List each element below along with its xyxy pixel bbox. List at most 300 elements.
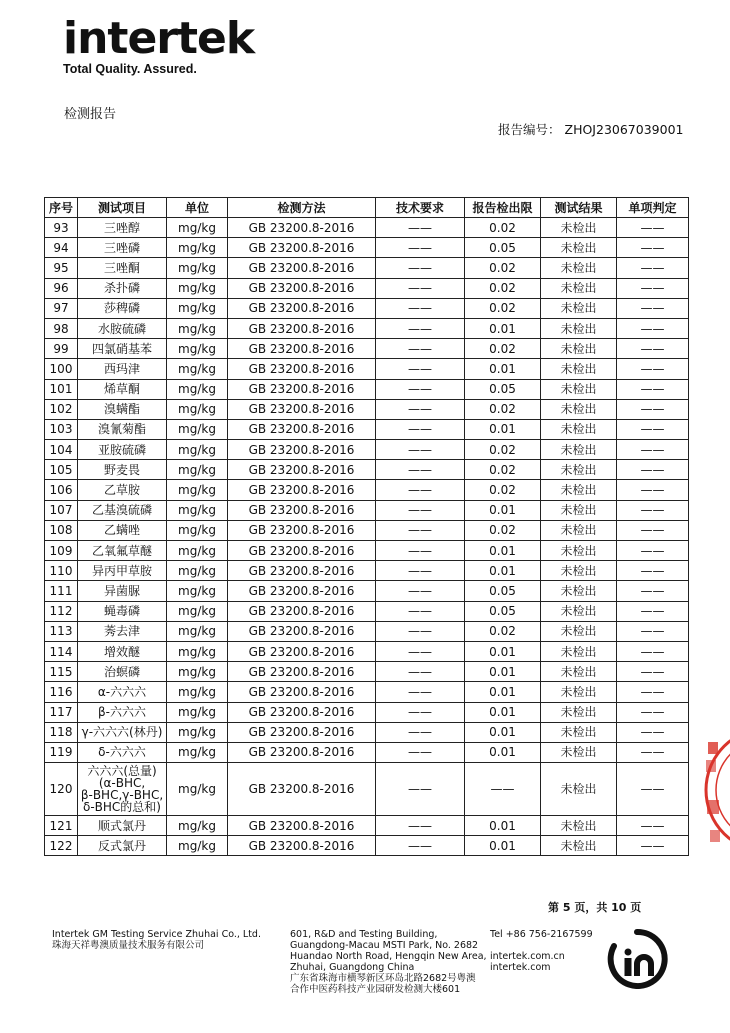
requirement: —— [376, 561, 465, 581]
row-number: 97 [45, 298, 78, 318]
detection-limit: 0.01 [465, 419, 541, 439]
table-row [45, 258, 689, 278]
requirement: —— [376, 238, 465, 258]
test-item: α-六六六 [78, 682, 167, 702]
test-method: GB 23200.8-2016 [228, 682, 376, 702]
judgement: —— [617, 541, 689, 561]
test-result: 未检出 [541, 836, 617, 856]
unit: mg/kg [167, 722, 228, 742]
col-header: 检测方法 [228, 198, 376, 218]
table-row [45, 218, 689, 238]
row-number: 122 [45, 836, 78, 856]
unit: mg/kg [167, 440, 228, 460]
unit: mg/kg [167, 541, 228, 561]
detection-limit: 0.02 [465, 218, 541, 238]
test-result: 未检出 [541, 339, 617, 359]
requirement: —— [376, 601, 465, 621]
detection-limit: 0.05 [465, 581, 541, 601]
requirement: —— [376, 258, 465, 278]
table-row [45, 500, 689, 520]
detection-limit: 0.01 [465, 722, 541, 742]
test-item: 三唑酮 [78, 258, 167, 278]
judgement: —— [617, 460, 689, 480]
test-result: 未检出 [541, 581, 617, 601]
unit: mg/kg [167, 339, 228, 359]
test-item: 治螟磷 [78, 662, 167, 682]
table-row [45, 561, 689, 581]
table-row [45, 520, 689, 540]
test-item: 异菌脲 [78, 581, 167, 601]
unit: mg/kg [167, 682, 228, 702]
table-row [45, 742, 689, 762]
row-number: 100 [45, 359, 78, 379]
row-number: 115 [45, 662, 78, 682]
test-result: 未检出 [541, 278, 617, 298]
table-row [45, 816, 689, 836]
test-item: 杀扑磷 [78, 278, 167, 298]
table-row [45, 641, 689, 661]
test-result: 未检出 [541, 816, 617, 836]
judgement: —— [617, 581, 689, 601]
requirement: —— [376, 682, 465, 702]
logo-tagline: Total Quality. Assured. [63, 62, 197, 76]
test-result: 未检出 [541, 561, 617, 581]
requirement: —— [376, 359, 465, 379]
unit: mg/kg [167, 763, 228, 816]
requirement: —— [376, 419, 465, 439]
detection-limit: 0.01 [465, 359, 541, 379]
test-method: GB 23200.8-2016 [228, 722, 376, 742]
test-method: GB 23200.8-2016 [228, 662, 376, 682]
test-result: 未检出 [541, 541, 617, 561]
table-row [45, 339, 689, 359]
unit: mg/kg [167, 399, 228, 419]
test-item: 四氯硝基苯 [78, 339, 167, 359]
detection-limit: 0.02 [465, 298, 541, 318]
row-number: 103 [45, 419, 78, 439]
requirement: —— [376, 339, 465, 359]
detection-limit: 0.01 [465, 641, 541, 661]
detection-limit: 0.01 [465, 318, 541, 338]
detection-limit: 0.01 [465, 742, 541, 762]
unit: mg/kg [167, 742, 228, 762]
test-method: GB 23200.8-2016 [228, 359, 376, 379]
test-item: γ-六六六(林丹) [78, 722, 167, 742]
test-item: 六六六(总量) (α-BHC, β-BHC,γ-BHC, δ-BHC的总和) [78, 763, 167, 816]
judgement: —— [617, 278, 689, 298]
test-method: GB 23200.8-2016 [228, 836, 376, 856]
table-row [45, 702, 689, 722]
test-item: 顺式氯丹 [78, 816, 167, 836]
judgement: —— [617, 480, 689, 500]
requirement: —— [376, 298, 465, 318]
unit: mg/kg [167, 641, 228, 661]
document-title: 检测报告 [64, 107, 117, 122]
unit: mg/kg [167, 278, 228, 298]
test-result: 未检出 [541, 662, 617, 682]
row-number: 101 [45, 379, 78, 399]
table-row [45, 238, 689, 258]
requirement: —— [376, 581, 465, 601]
judgement: —— [617, 601, 689, 621]
requirement: —— [376, 763, 465, 816]
col-header: 报告检出限 [465, 198, 541, 218]
judgement: —— [617, 440, 689, 460]
col-header: 测试项目 [78, 198, 167, 218]
test-method: GB 23200.8-2016 [228, 641, 376, 661]
test-method: GB 23200.8-2016 [228, 318, 376, 338]
row-number: 99 [45, 339, 78, 359]
row-number: 116 [45, 682, 78, 702]
test-result: 未检出 [541, 520, 617, 540]
footer-company [52, 929, 261, 951]
detection-limit: 0.02 [465, 520, 541, 540]
unit: mg/kg [167, 238, 228, 258]
test-result: 未检出 [541, 460, 617, 480]
test-result: 未检出 [541, 621, 617, 641]
requirement: —— [376, 816, 465, 836]
test-method: GB 23200.8-2016 [228, 339, 376, 359]
detection-limit: 0.02 [465, 460, 541, 480]
test-method: GB 23200.8-2016 [228, 399, 376, 419]
test-item: 溴氰菊酯 [78, 419, 167, 439]
test-result: 未检出 [541, 601, 617, 621]
unit: mg/kg [167, 419, 228, 439]
row-number: 94 [45, 238, 78, 258]
judgement: —— [617, 520, 689, 540]
address-line: Guangdong-Macau MSTI Park, No. 2682 [290, 940, 479, 951]
test-item: 反式氯丹 [78, 836, 167, 856]
test-method: GB 23200.8-2016 [228, 561, 376, 581]
requirement: —— [376, 460, 465, 480]
test-item: 蝇毒磷 [78, 601, 167, 621]
row-number: 111 [45, 581, 78, 601]
unit: mg/kg [167, 379, 228, 399]
row-number: 108 [45, 520, 78, 540]
row-number: 102 [45, 399, 78, 419]
table-body [45, 218, 689, 856]
detection-limit: 0.01 [465, 662, 541, 682]
detection-limit: 0.02 [465, 278, 541, 298]
test-item: 增效醚 [78, 641, 167, 661]
unit: mg/kg [167, 621, 228, 641]
logo-wordmark: intertek [63, 13, 255, 64]
row-number: 95 [45, 258, 78, 278]
unit: mg/kg [167, 816, 228, 836]
col-header: 单位 [167, 198, 228, 218]
row-number: 109 [45, 541, 78, 561]
test-method: GB 23200.8-2016 [228, 816, 376, 836]
detection-limit: 0.01 [465, 682, 541, 702]
report-number [498, 120, 683, 138]
judgement: —— [617, 218, 689, 238]
col-header: 技术要求 [376, 198, 465, 218]
table-row [45, 460, 689, 480]
address-line: 广东省珠海市横琴新区环岛北路2682号粤澳 [290, 973, 476, 984]
judgement: —— [617, 641, 689, 661]
company-name-en: Intertek GM Testing Service Zhuhai Co., Ltd. [52, 929, 261, 940]
unit: mg/kg [167, 836, 228, 856]
test-item: 野麦畏 [78, 460, 167, 480]
table-row [45, 682, 689, 702]
test-result: 未检出 [541, 218, 617, 238]
col-header: 单项判定 [617, 198, 689, 218]
unit: mg/kg [167, 500, 228, 520]
test-result: 未检出 [541, 682, 617, 702]
judgement: —— [617, 419, 689, 439]
table-row [45, 662, 689, 682]
table-row [45, 298, 689, 318]
requirement: —— [376, 480, 465, 500]
detection-limit: 0.05 [465, 601, 541, 621]
test-method: GB 23200.8-2016 [228, 218, 376, 238]
table-row [45, 601, 689, 621]
unit: mg/kg [167, 480, 228, 500]
requirement: —— [376, 662, 465, 682]
requirement: —— [376, 520, 465, 540]
detection-limit: 0.01 [465, 541, 541, 561]
judgement: —— [617, 318, 689, 338]
requirement: —— [376, 722, 465, 742]
table-row [45, 278, 689, 298]
test-result: 未检出 [541, 318, 617, 338]
test-item: 乙草胺 [78, 480, 167, 500]
detection-limit: 0.01 [465, 702, 541, 722]
detection-limit: 0.01 [465, 816, 541, 836]
test-item: 异丙甲草胺 [78, 561, 167, 581]
test-result: 未检出 [541, 641, 617, 661]
judgement: —— [617, 359, 689, 379]
intertek-logo [63, 14, 254, 76]
row-number: 96 [45, 278, 78, 298]
footer-contact [490, 929, 593, 973]
judgement: —— [617, 816, 689, 836]
test-result: 未检出 [541, 298, 617, 318]
col-header: 测试结果 [541, 198, 617, 218]
judgement: —— [617, 722, 689, 742]
judgement: —— [617, 379, 689, 399]
requirement: —— [376, 702, 465, 722]
test-item: 西玛津 [78, 359, 167, 379]
row-number: 112 [45, 601, 78, 621]
unit: mg/kg [167, 601, 228, 621]
unit: mg/kg [167, 561, 228, 581]
requirement: —— [376, 318, 465, 338]
test-item: δ-六六六 [78, 742, 167, 762]
judgement: —— [617, 763, 689, 816]
unit: mg/kg [167, 218, 228, 238]
test-result: 未检出 [541, 480, 617, 500]
judgement: —— [617, 561, 689, 581]
table-row [45, 318, 689, 338]
judgement: —— [617, 500, 689, 520]
judgement: —— [617, 258, 689, 278]
address-line: Huandao North Road, Hengqin New Area, [290, 951, 487, 962]
judgement: —— [617, 238, 689, 258]
requirement: —— [376, 500, 465, 520]
test-method: GB 23200.8-2016 [228, 460, 376, 480]
table-row [45, 621, 689, 641]
results-table [44, 197, 689, 856]
requirement: —— [376, 742, 465, 762]
row-number: 98 [45, 318, 78, 338]
test-method: GB 23200.8-2016 [228, 419, 376, 439]
row-number: 119 [45, 742, 78, 762]
test-result: 未检出 [541, 399, 617, 419]
test-result: 未检出 [541, 359, 617, 379]
test-method: GB 23200.8-2016 [228, 621, 376, 641]
row-number: 117 [45, 702, 78, 722]
test-result: 未检出 [541, 440, 617, 460]
table-row [45, 581, 689, 601]
footer-address [290, 929, 487, 995]
requirement: —— [376, 440, 465, 460]
unit: mg/kg [167, 359, 228, 379]
test-item: β-六六六 [78, 702, 167, 722]
row-number: 114 [45, 641, 78, 661]
judgement: —— [617, 742, 689, 762]
judgement: —— [617, 702, 689, 722]
test-method: GB 23200.8-2016 [228, 480, 376, 500]
page-number: 第 5 页，共 10 页 [548, 901, 642, 914]
table-row [45, 836, 689, 856]
row-number: 121 [45, 816, 78, 836]
row-number: 104 [45, 440, 78, 460]
test-result: 未检出 [541, 500, 617, 520]
test-item: 莎稗磷 [78, 298, 167, 318]
requirement: —— [376, 641, 465, 661]
unit: mg/kg [167, 318, 228, 338]
intertek-circle-icon [606, 928, 668, 990]
address-line: Zhuhai, Guangdong China [290, 962, 415, 973]
judgement: —— [617, 836, 689, 856]
detection-limit: 0.02 [465, 440, 541, 460]
test-item: 水胺硫磷 [78, 318, 167, 338]
table-row [45, 763, 689, 816]
test-method: GB 23200.8-2016 [228, 500, 376, 520]
unit: mg/kg [167, 298, 228, 318]
detection-limit: 0.02 [465, 621, 541, 641]
test-method: GB 23200.8-2016 [228, 763, 376, 816]
test-method: GB 23200.8-2016 [228, 541, 376, 561]
table-row [45, 419, 689, 439]
test-item: 三唑醇 [78, 218, 167, 238]
row-number: 120 [45, 763, 78, 816]
table-header-row [45, 198, 689, 218]
test-item: 乙螨唑 [78, 520, 167, 540]
requirement: —— [376, 399, 465, 419]
test-method: GB 23200.8-2016 [228, 440, 376, 460]
test-method: GB 23200.8-2016 [228, 520, 376, 540]
requirement: —— [376, 836, 465, 856]
detection-limit: 0.01 [465, 836, 541, 856]
requirement: —— [376, 621, 465, 641]
test-item: 乙氧氟草醚 [78, 541, 167, 561]
report-number-label: 报告编号： [498, 122, 561, 137]
test-method: GB 23200.8-2016 [228, 238, 376, 258]
test-item: 乙基溴硫磷 [78, 500, 167, 520]
judgement: —— [617, 621, 689, 641]
website: intertek.com [490, 962, 551, 973]
test-method: GB 23200.8-2016 [228, 258, 376, 278]
tel: Tel +86 756-2167599 [490, 929, 593, 940]
address-line: 合作中医药科技产业园研发检测大楼601 [290, 984, 461, 995]
row-number: 113 [45, 621, 78, 641]
red-seal-stamp-icon [700, 720, 730, 860]
detection-limit: —— [465, 763, 541, 816]
detection-limit: 0.02 [465, 258, 541, 278]
row-number: 110 [45, 561, 78, 581]
row-number: 118 [45, 722, 78, 742]
test-result: 未检出 [541, 722, 617, 742]
unit: mg/kg [167, 460, 228, 480]
detection-limit: 0.01 [465, 500, 541, 520]
detection-limit: 0.01 [465, 561, 541, 581]
unit: mg/kg [167, 258, 228, 278]
test-item: 亚胺硫磷 [78, 440, 167, 460]
table-row [45, 440, 689, 460]
test-method: GB 23200.8-2016 [228, 278, 376, 298]
table-row [45, 399, 689, 419]
judgement: —— [617, 682, 689, 702]
detection-limit: 0.02 [465, 480, 541, 500]
report-number-value: ZHOJ23067039001 [564, 122, 684, 137]
requirement: —— [376, 278, 465, 298]
judgement: —— [617, 399, 689, 419]
website-cn: intertek.com.cn [490, 951, 565, 962]
col-header: 序号 [45, 198, 78, 218]
test-result: 未检出 [541, 379, 617, 399]
unit: mg/kg [167, 702, 228, 722]
unit: mg/kg [167, 581, 228, 601]
table-row [45, 480, 689, 500]
test-result: 未检出 [541, 238, 617, 258]
test-method: GB 23200.8-2016 [228, 379, 376, 399]
test-result: 未检出 [541, 419, 617, 439]
requirement: —— [376, 379, 465, 399]
test-method: GB 23200.8-2016 [228, 601, 376, 621]
requirement: —— [376, 541, 465, 561]
row-number: 93 [45, 218, 78, 238]
test-method: GB 23200.8-2016 [228, 581, 376, 601]
test-method: GB 23200.8-2016 [228, 702, 376, 722]
unit: mg/kg [167, 662, 228, 682]
company-name-cn: 珠海天祥粤澳质量技术服务有限公司 [52, 940, 205, 951]
test-item: 溴螨酯 [78, 399, 167, 419]
judgement: —— [617, 339, 689, 359]
test-item: 烯草酮 [78, 379, 167, 399]
table-row [45, 722, 689, 742]
test-result: 未检出 [541, 742, 617, 762]
row-number: 106 [45, 480, 78, 500]
requirement: —— [376, 218, 465, 238]
detection-limit: 0.02 [465, 339, 541, 359]
table-row [45, 359, 689, 379]
table-row [45, 541, 689, 561]
test-result: 未检出 [541, 763, 617, 816]
table-row [45, 379, 689, 399]
unit: mg/kg [167, 520, 228, 540]
test-method: GB 23200.8-2016 [228, 298, 376, 318]
detection-limit: 0.05 [465, 379, 541, 399]
detection-limit: 0.02 [465, 399, 541, 419]
row-number: 107 [45, 500, 78, 520]
test-result: 未检出 [541, 258, 617, 278]
row-number: 105 [45, 460, 78, 480]
test-item: 莠去津 [78, 621, 167, 641]
address-line: 601, R&D and Testing Building, [290, 929, 438, 940]
test-method: GB 23200.8-2016 [228, 742, 376, 762]
